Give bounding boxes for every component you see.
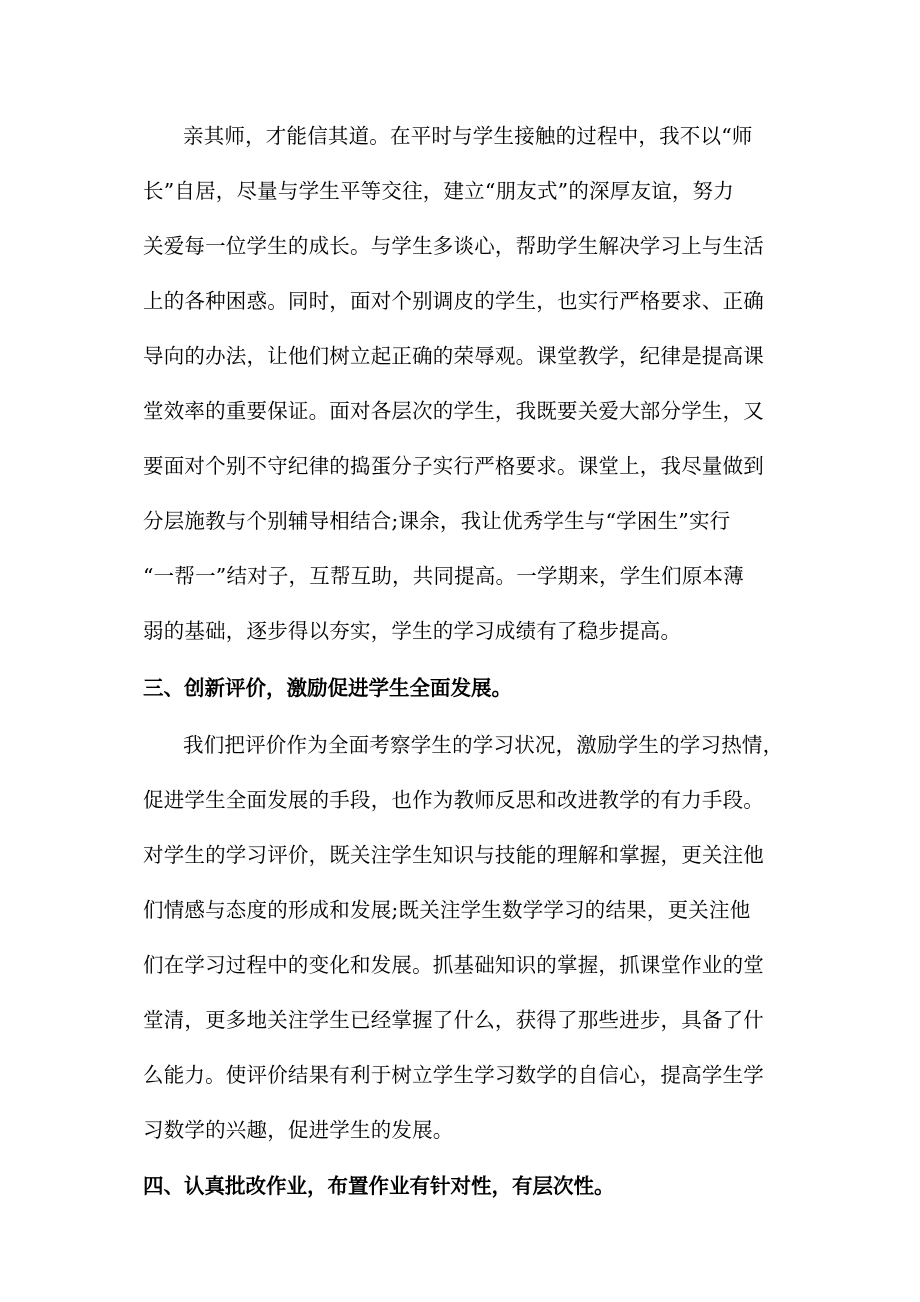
paragraph-2-line-8: 习数学的兴趣，促进学生的发展。 (143, 1118, 454, 1142)
paragraph-1-line-7: 要面对个别不守纪律的捣蛋分子实行严格要求。课堂上，我尽量做到 (143, 454, 764, 478)
paragraph-2-line-4: 们情感与态度的形成和发展;既关注学生数学学习的结果，更关注他 (143, 898, 751, 922)
paragraph-1-line-10: 弱的基础，逐步得以夯实，学生的学习成绩有了稳步提高。 (143, 619, 682, 643)
paragraph-2-line-3: 对学生的学习评价，既关注学生知识与技能的理解和掌握，更关注他 (143, 843, 764, 867)
section-heading-3: 三、创新评价，激励促进学生全面发展。 (143, 676, 512, 700)
paragraph-2-line-7: 么能力。使评价结果有利于树立学生学习数学的自信心，提高学生学 (143, 1063, 764, 1087)
paragraph-2-line-2: 促进学生全面发展的手段，也作为教师反思和改进教学的有力手段。 (143, 788, 764, 812)
paragraph-1-line-2: 长”自居，尽量与学生平等交往，建立“朋友式”的深厚友谊，努力 (143, 179, 734, 203)
paragraph-1-line-4: 上的各种困惑。同时，面对个别调皮的学生，也实行严格要求、正确 (143, 289, 764, 313)
paragraph-1-line-3: 关爱每一位学生的成长。与学生多谈心，帮助学生解决学习上与生活 (143, 234, 764, 258)
paragraph-2-line-6: 堂清，更多地关注学生已经掌握了什么，获得了那些进步，具备了什 (143, 1008, 764, 1032)
paragraph-1-line-6: 堂效率的重要保证。面对各层次的学生，我既要关爱大部分学生，又 (143, 399, 764, 423)
paragraph-1-line-9: “一帮一”结对子，互帮互助，共同提高。一学期来，学生们原本薄 (143, 564, 744, 588)
paragraph-1-line-1: 亲其师，才能信其道。在平时与学生接触的过程中，我不以“师 (183, 124, 753, 148)
paragraph-1-line-5: 导向的办法，让他们树立起正确的荣辱观。课堂教学，纪律是提高课 (143, 344, 764, 368)
paragraph-2-line-1: 我们把评价作为全面考察学生的学习状况，激励学生的学习热情， (183, 733, 784, 757)
section-heading-4: 四、认真批改作业，布置作业有针对性，有层次性。 (143, 1174, 615, 1198)
paragraph-1-line-8: 分层施教与个别辅导相结合;课余，我让优秀学生与“学困生”实行 (143, 509, 731, 533)
paragraph-2-line-5: 们在学习过程中的变化和发展。抓基础知识的掌握，抓课堂作业的堂 (143, 953, 764, 977)
